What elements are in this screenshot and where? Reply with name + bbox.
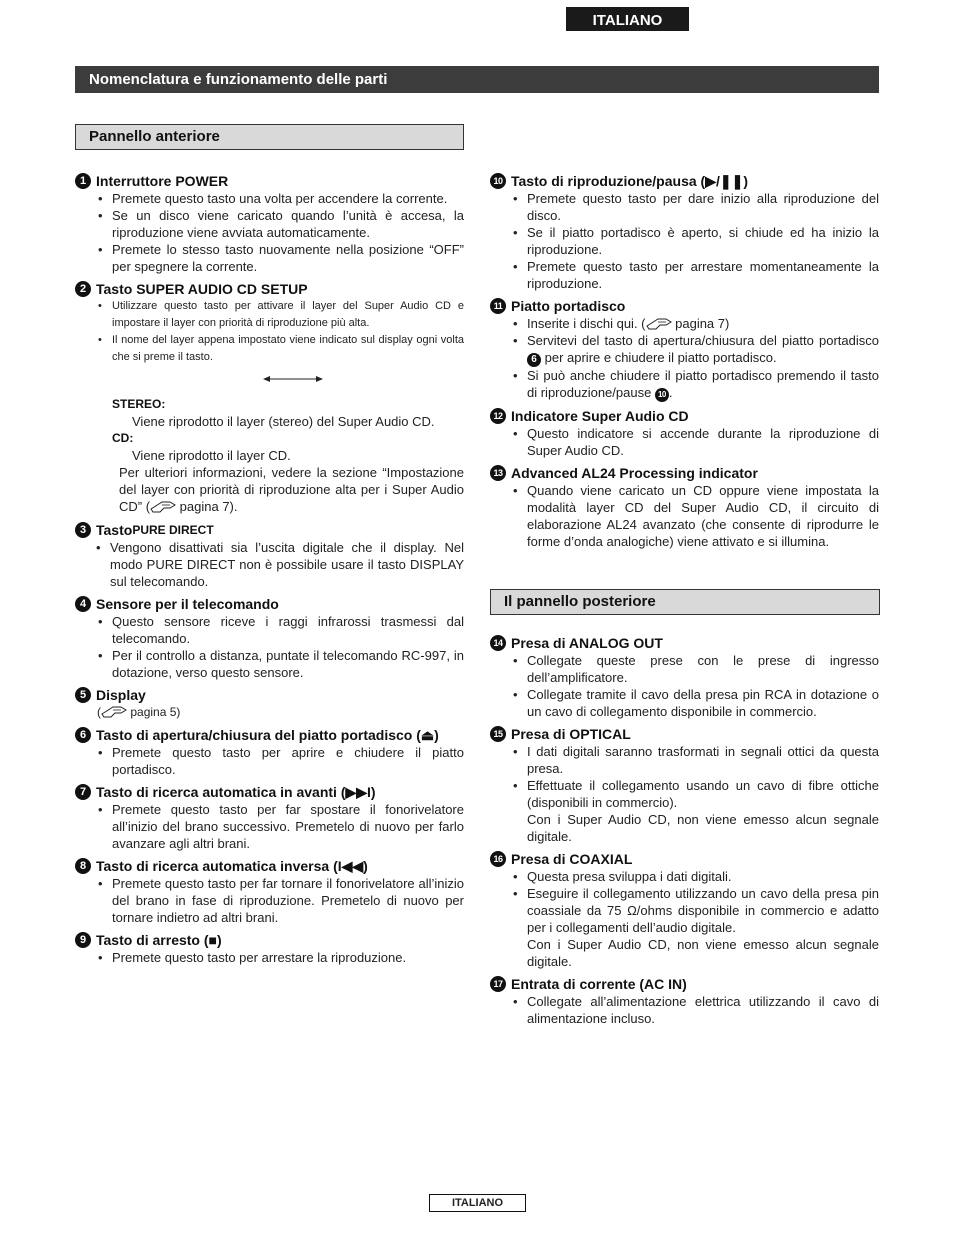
number-badge: 13 (490, 465, 506, 481)
item-title: Interruttore POWER (96, 173, 229, 189)
number-badge: 14 (490, 635, 506, 651)
bullet: • Premete questo tasto per aprire e chiudere il piatto portadisco. (97, 744, 464, 778)
language-tab: ITALIANO (566, 7, 689, 31)
bullet: • Utilizzare questo tasto per attivare il layer del Super Audio CD e impostare il layer con priorità di riproduzione più alta. (97, 298, 464, 332)
note: Con i Super Audio CD, non viene emesso alcun segnale digitale. (527, 937, 879, 969)
bullet: • Premete questo tasto per far tornare il fonorivelatore all’inizio del brano in fase di riproduzione. Premetelo di nuovo per tornare indietro ad altri brani. (97, 875, 464, 926)
item-title: Presa di COAXIAL (511, 851, 633, 867)
footer-language-label: ITALIANO (429, 1194, 526, 1212)
number-badge: 7 (75, 784, 91, 800)
rear-panel-column (490, 634, 879, 1032)
item-title-prefix: Tasto (96, 522, 133, 538)
bullet: • Premete questo tasto per arrestare la riproduzione. (97, 949, 464, 966)
number-badge: 5 (75, 687, 91, 703)
pencil-hand-icon (150, 500, 176, 513)
item-15 (490, 725, 879, 845)
item-6 (75, 726, 464, 778)
page-reference: ( pagina 5) (97, 705, 181, 719)
item-17 (490, 975, 879, 1027)
number-badge: 15 (490, 726, 506, 742)
number-badge: 2 (75, 281, 91, 297)
bullet: • Effettuate il collegamento usando un cavo di fibre ottiche (disponibili in commercio). (512, 777, 879, 811)
number-badge: 8 (75, 858, 91, 874)
item-title: Tasto di ricerca automatica in avanti (▶▶I) (96, 784, 376, 800)
bullet: • Eseguire il collegamento utilizzando un cavo della presa pin coassiale da 75 Ω/ohms disponibile in commercio e adatto per i collegamenti dell’audio digitale. (512, 885, 879, 936)
pencil-hand-icon (101, 705, 127, 718)
number-badge-inline: 6 (527, 353, 541, 367)
item-8 (75, 857, 464, 926)
bullet: • Si può anche chiudere il piatto portadisco premendo il tasto di riproduzione/pause 10 . (512, 367, 879, 402)
bullet: • Se il piatto portadisco è aperto, si chiude ed ha inizio la riproduzione. (512, 224, 879, 258)
bullet: • Servitevi del tasto di apertura/chiusura del piatto portadisco 6 per aprire e chiudere il piatto portadisco. (512, 332, 879, 367)
number-badge-inline: 10 (655, 388, 669, 402)
item-title: Entrata di corrente (AC IN) (511, 976, 687, 992)
rear-panel-heading: Il pannello posteriore (490, 589, 880, 615)
item-title: Piatto portadisco (511, 298, 626, 314)
number-badge: 4 (75, 596, 91, 612)
item-title: Presa di OPTICAL (511, 726, 631, 742)
item-7 (75, 783, 464, 852)
item-title: Sensore per il telecomando (96, 596, 279, 612)
bullet: • Il nome del layer appena impostato viene indicato sul display ogni volta che si preme il tasto. (97, 332, 464, 366)
stereo-description: Viene riprodotto il layer (stereo) del Super Audio CD. (132, 414, 435, 429)
item-14 (490, 634, 879, 720)
layer-options (75, 396, 464, 515)
item-title: Indicatore Super Audio CD (511, 408, 689, 424)
bullet: • Premete lo stesso tasto nuovamente nella posizione “OFF” per spegnere la corrente. (97, 241, 464, 275)
item-11 (490, 297, 879, 402)
left-column (75, 172, 464, 971)
item-title: Advanced AL24 Processing indicator (511, 465, 758, 481)
bullet: • Inserite i dischi qui. ( pagina 7) (512, 315, 879, 332)
front-panel-heading: Pannello anteriore (75, 124, 464, 150)
pencil-hand-icon (646, 317, 672, 330)
item-title: Tasto di arresto (■) (96, 932, 222, 948)
layer-toggle-diagram (75, 366, 464, 396)
item-13 (490, 464, 879, 550)
bullet: • Quando viene caricato un CD oppure viene impostata la modalità layer CD del Super Audio CD, il circuito di elaborazione AL24 avanzato (che consente di riprodurre le forme d’onda analogiche) viene attivato e si illumina. (512, 482, 879, 550)
item-5 (75, 686, 464, 721)
bullet: • I dati digitali saranno trasformati in segnali ottici da questa presa. (512, 743, 879, 777)
stereo-label: STEREO: (112, 397, 166, 411)
number-badge: 16 (490, 851, 506, 867)
item-3 (75, 521, 464, 590)
bullet: • Premete questo tasto per far spostare il fonorivelatore all’inizio del brano successivo. Premetelo di nuovo per farlo avanzare agli altri brani. (97, 801, 464, 852)
bullet: • Collegate tramite il cavo della presa pin RCA in dotazione o un cavo di collegamento disponibile in commercio. (512, 686, 879, 720)
see-also-paragraph: Per ulteriori informazioni, vedere la sezione “Impostazione del layer con priorità di riproduzione alta per i Super Audio CD” ( pagina 7). (119, 465, 464, 514)
item-4 (75, 595, 464, 681)
item-1 (75, 172, 464, 275)
bullet: • Collegate all’alimentazione elettrica utilizzando il cavo di alimentazione incluso. (512, 993, 879, 1027)
note: Con i Super Audio CD, non viene emesso alcun segnale digitale. (527, 812, 879, 844)
cd-description: Viene riprodotto il layer CD. (132, 448, 291, 463)
bullet: • Questa presa sviluppa i dati digitali. (512, 868, 879, 885)
number-badge: 3 (75, 522, 91, 538)
bullet: • Premete questo tasto per arrestare momentaneamente la riproduzione. (512, 258, 879, 292)
item-title: Presa di ANALOG OUT (511, 635, 663, 651)
item-10 (490, 172, 879, 292)
item-title-rest: PURE DIRECT (132, 523, 214, 537)
cd-label: CD: (112, 431, 134, 445)
number-badge: 17 (490, 976, 506, 992)
bullet: • Per il controllo a distanza, puntate il telecomando RC-997, in dotazione, verso questo sensore. (97, 647, 464, 681)
number-badge: 1 (75, 173, 91, 189)
section-title-bar: Nomenclatura e funzionamento delle parti (75, 66, 879, 93)
item-2 (75, 280, 464, 515)
bullet: • Premete questo tasto per dare inizio alla riproduzione del disco. (512, 190, 879, 224)
bullet: • Collegate queste prese con le prese di ingresso dell’amplificatore. (512, 652, 879, 686)
bullet: • Premete questo tasto una volta per accendere la corrente. (97, 190, 464, 207)
right-column (490, 172, 879, 555)
item-9 (75, 931, 464, 966)
item-title: Tasto di riproduzione/pausa (▶/❚❚) (511, 173, 748, 189)
number-badge: 11 (490, 298, 506, 314)
bullet: • Questo indicatore si accende durante la riproduzione di Super Audio CD. (512, 425, 879, 459)
double-arrow-icon (263, 374, 323, 384)
item-title: Tasto di ricerca automatica inversa (I◀◀) (96, 858, 368, 874)
bullet: • Questo sensore riceve i raggi infrarossi trasmessi dal telecomando. (97, 613, 464, 647)
item-12 (490, 407, 879, 459)
item-title: Display (96, 687, 146, 703)
number-badge: 6 (75, 727, 91, 743)
bullet: • Se un disco viene caricato quando l’unità è accesa, la riproduzione viene avviata automaticamente. (97, 207, 464, 241)
number-badge: 12 (490, 408, 506, 424)
item-title: Tasto di apertura/chiusura del piatto portadisco (⏏) (96, 727, 439, 743)
item-title: Tasto SUPER AUDIO CD SETUP (96, 281, 308, 297)
item-16 (490, 850, 879, 970)
bullet: • Vengono disattivati sia l’uscita digitale che il display. Nel modo PURE DIRECT non è possibile usare il tasto DISPLAY sul telecomando. (95, 539, 464, 590)
number-badge: 9 (75, 932, 91, 948)
number-badge: 10 (490, 173, 506, 189)
